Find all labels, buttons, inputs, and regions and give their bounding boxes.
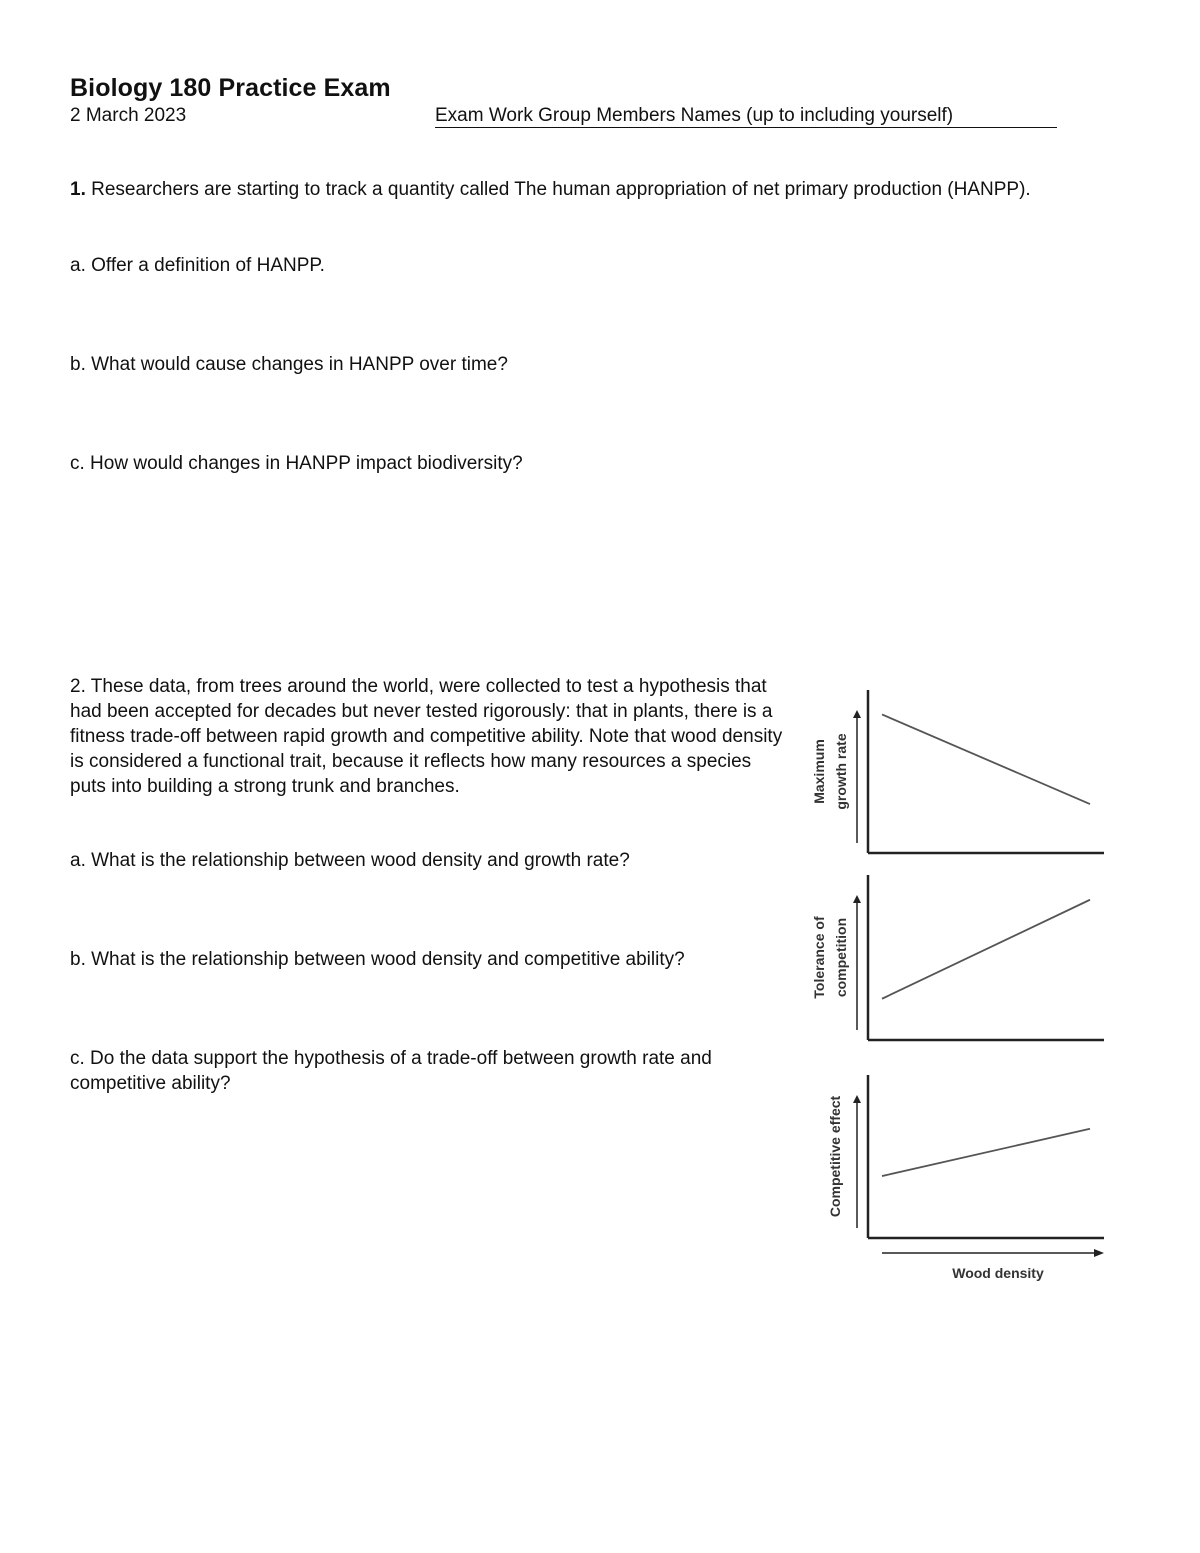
group-members-line	[435, 105, 1057, 128]
question-2a: a. What is the relationship between wood density and growth rate?	[70, 850, 630, 871]
chart-1-y-arrow-head	[853, 710, 861, 718]
chart-1-data-line	[882, 714, 1090, 804]
group-members-label: Exam Work Group Members Names (up to including yourself)	[435, 105, 954, 126]
question-2c: c. Do the data support the hypothesis of a trade-off between growth rate and competitive ability?	[70, 1048, 712, 1094]
chart-3-data-line	[882, 1129, 1090, 1176]
question-1a: a. Offer a definition of HANPP.	[70, 255, 325, 276]
question-1-text: Researchers are starting to track a quantity called The human appropriation of net primary production (HANPP).	[85, 179, 1031, 200]
question-1-intro	[70, 177, 1090, 202]
wood-density-graphs	[790, 670, 1120, 1300]
question-2-intro: 2. These data, from trees around the world, were collected to test a hypothesis that had been accepted for decades but never tested rigorously: that in plants, there is a fitness trade-off between rapid growth and competitive ability. Note that wood density is considered a functional trait, because it reflects how many resources a species puts into building a strong trunk and branches.	[70, 676, 783, 797]
chart-3-ylabel-line-1: Competitive effect	[827, 1095, 843, 1218]
chart-2-ylabel-line-1: Tolerance of	[811, 916, 827, 999]
exam-date: 2 March 2023	[70, 105, 187, 126]
chart-2-y-arrow-head	[853, 895, 861, 903]
chart-3-x-arrow-head	[1094, 1249, 1104, 1257]
graphs-svg	[790, 670, 1120, 1300]
question-1c: c. How would changes in HANPP impact biodiversity?	[70, 453, 523, 474]
question-2b: b. What is the relationship between wood density and competitive ability?	[70, 949, 685, 970]
question-1b: b. What would cause changes in HANPP over time?	[70, 354, 508, 375]
chart-1-ylabel-line-2: growth rate	[833, 733, 849, 810]
chart-1-ylabel-line-1: Maximum	[811, 739, 827, 804]
question-1-number: 1.	[70, 179, 86, 200]
chart-3-xlabel: Wood density	[952, 1265, 1044, 1281]
chart-2-data-line	[882, 900, 1090, 999]
page-title: Biology 180 Practice Exam	[70, 74, 391, 102]
chart-2-ylabel-line-2: competition	[833, 917, 849, 998]
chart-3-y-arrow-head	[853, 1095, 861, 1103]
